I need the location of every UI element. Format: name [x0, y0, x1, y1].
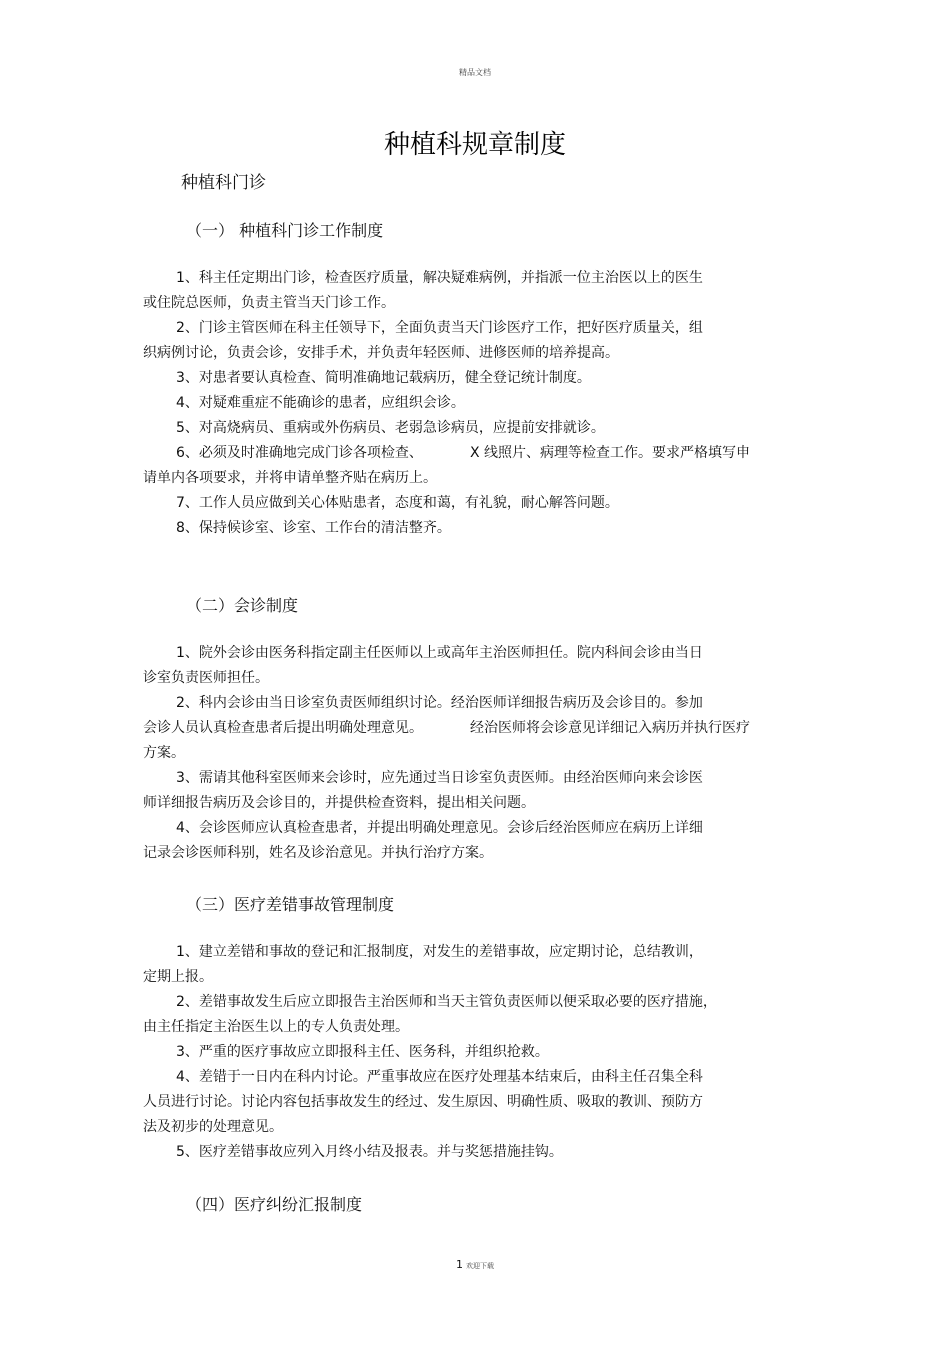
document-title: 种植科规章制度: [383, 130, 566, 160]
paragraph-line: 或住院总医师，负责主管当天门诊工作。: [143, 295, 395, 311]
paragraph-line: 定期上报。: [143, 969, 213, 985]
paragraph-line: 由主任指定主治医生以上的专人负责处理。: [143, 1019, 409, 1035]
paragraph-line: X 线照片、病理等检查工作。要求严格填写申: [470, 445, 751, 461]
section-heading-1: （一） 种植科门诊工作制度: [186, 221, 384, 240]
section-heading-4: （四）医疗纠纷汇报制度: [186, 1195, 363, 1214]
paragraph-line: 法及初步的处理意见。: [143, 1119, 283, 1135]
paragraph-line: 2、差错事故发生后应立即报告主治医师和当天主管负责医师以便采取必要的医疗措施，: [176, 994, 717, 1010]
paragraph-line: 2、科内会诊由当日诊室负责医师组织讨论。经治医师详细报告病历及会诊目的。参加: [176, 695, 703, 711]
paragraph-line: 3、需请其他科室医师来会诊时，应先通过当日诊室负责医师。由经治医师向来会诊医: [176, 770, 703, 786]
paragraph-line: 1、建立差错和事故的登记和汇报制度，对发生的差错事故，应定期讨论，总结教训，: [176, 944, 703, 960]
paragraph-line: 5、医疗差错事故应列入月终小结及报表。并与奖惩措施挂钩。: [176, 1144, 563, 1160]
subtitle: 种植科门诊: [181, 173, 266, 193]
paragraph-line: 4、差错于一日内在科内讨论。严重事故应在医疗处理基本结束后，由科主任召集全科: [176, 1069, 703, 1085]
paragraph-line: 8、保持候诊室、诊室、工作台的清洁整齐。: [176, 520, 451, 536]
paragraph-line: 3、严重的医疗事故应立即报科主任、医务科，并组织抢救。: [176, 1044, 549, 1060]
footer-text: 欢迎下载: [466, 1262, 494, 1270]
section-heading-2: （二）会诊制度: [186, 596, 299, 615]
paragraph-line: 经治医师将会诊意见详细记入病历并执行医疗: [470, 720, 750, 736]
paragraph-line: 4、对疑难重症不能确诊的患者，应组织会诊。: [176, 395, 465, 411]
paragraph-line: 5、对高烧病员、重病或外伤病员、老弱急诊病员，应提前安排就诊。: [176, 420, 605, 436]
section-heading-3: （三）医疗差错事故管理制度: [186, 895, 395, 914]
paragraph-line: 4、会诊医师应认真检查患者，并提出明确处理意见。会诊后经治医师应在病历上详细: [176, 820, 703, 836]
paragraph-line: 织病例讨论，负责会诊，安排手术，并负责年轻医师、进修医师的培养提高。: [143, 345, 619, 361]
paragraph-line: 会诊人员认真检查患者后提出明确处理意见。: [143, 720, 423, 736]
paragraph-line: 6、必须及时准确地完成门诊各项检查、: [176, 445, 423, 461]
paragraph-line: 7、工作人员应做到关心体贴患者，态度和蔼，有礼貌，耐心解答问题。: [176, 495, 619, 511]
page-number: 1: [456, 1258, 463, 1271]
paragraph-line: 1、科主任定期出门诊，检查医疗质量，解决疑难病例，并指派一位主治医以上的医生: [176, 270, 703, 286]
paragraph-line: 人员进行讨论。讨论内容包括事故发生的经过、发生原因、明确性质、吸取的教训、预防方: [143, 1094, 703, 1110]
paragraph-line: 请单内各项要求，并将申请单整齐贴在病历上。: [143, 470, 437, 486]
paragraph-line: 1、院外会诊由医务科指定副主任医师以上或高年主治医师担任。院内科间会诊由当日: [176, 645, 703, 661]
page-footer: [0, 1258, 950, 1271]
paragraph-line: 3、对患者要认真检查、简明准确地记载病历，健全登记统计制度。: [176, 370, 591, 386]
paragraph-line: 2、门诊主管医师在科主任领导下，全面负责当天门诊医疗工作，把好医疗质量关，组: [176, 320, 703, 336]
paragraph-line: 诊室负责医师担任。: [143, 670, 269, 686]
paragraph-line: 记录会诊医师科别，姓名及诊治意见。并执行治疗方案。: [143, 845, 493, 861]
paragraph-line: 方案。: [143, 745, 185, 761]
header-watermark: 精品文档: [459, 68, 491, 77]
paragraph-line: 师详细报告病历及会诊目的，并提供检查资料，提出相关问题。: [143, 795, 535, 811]
